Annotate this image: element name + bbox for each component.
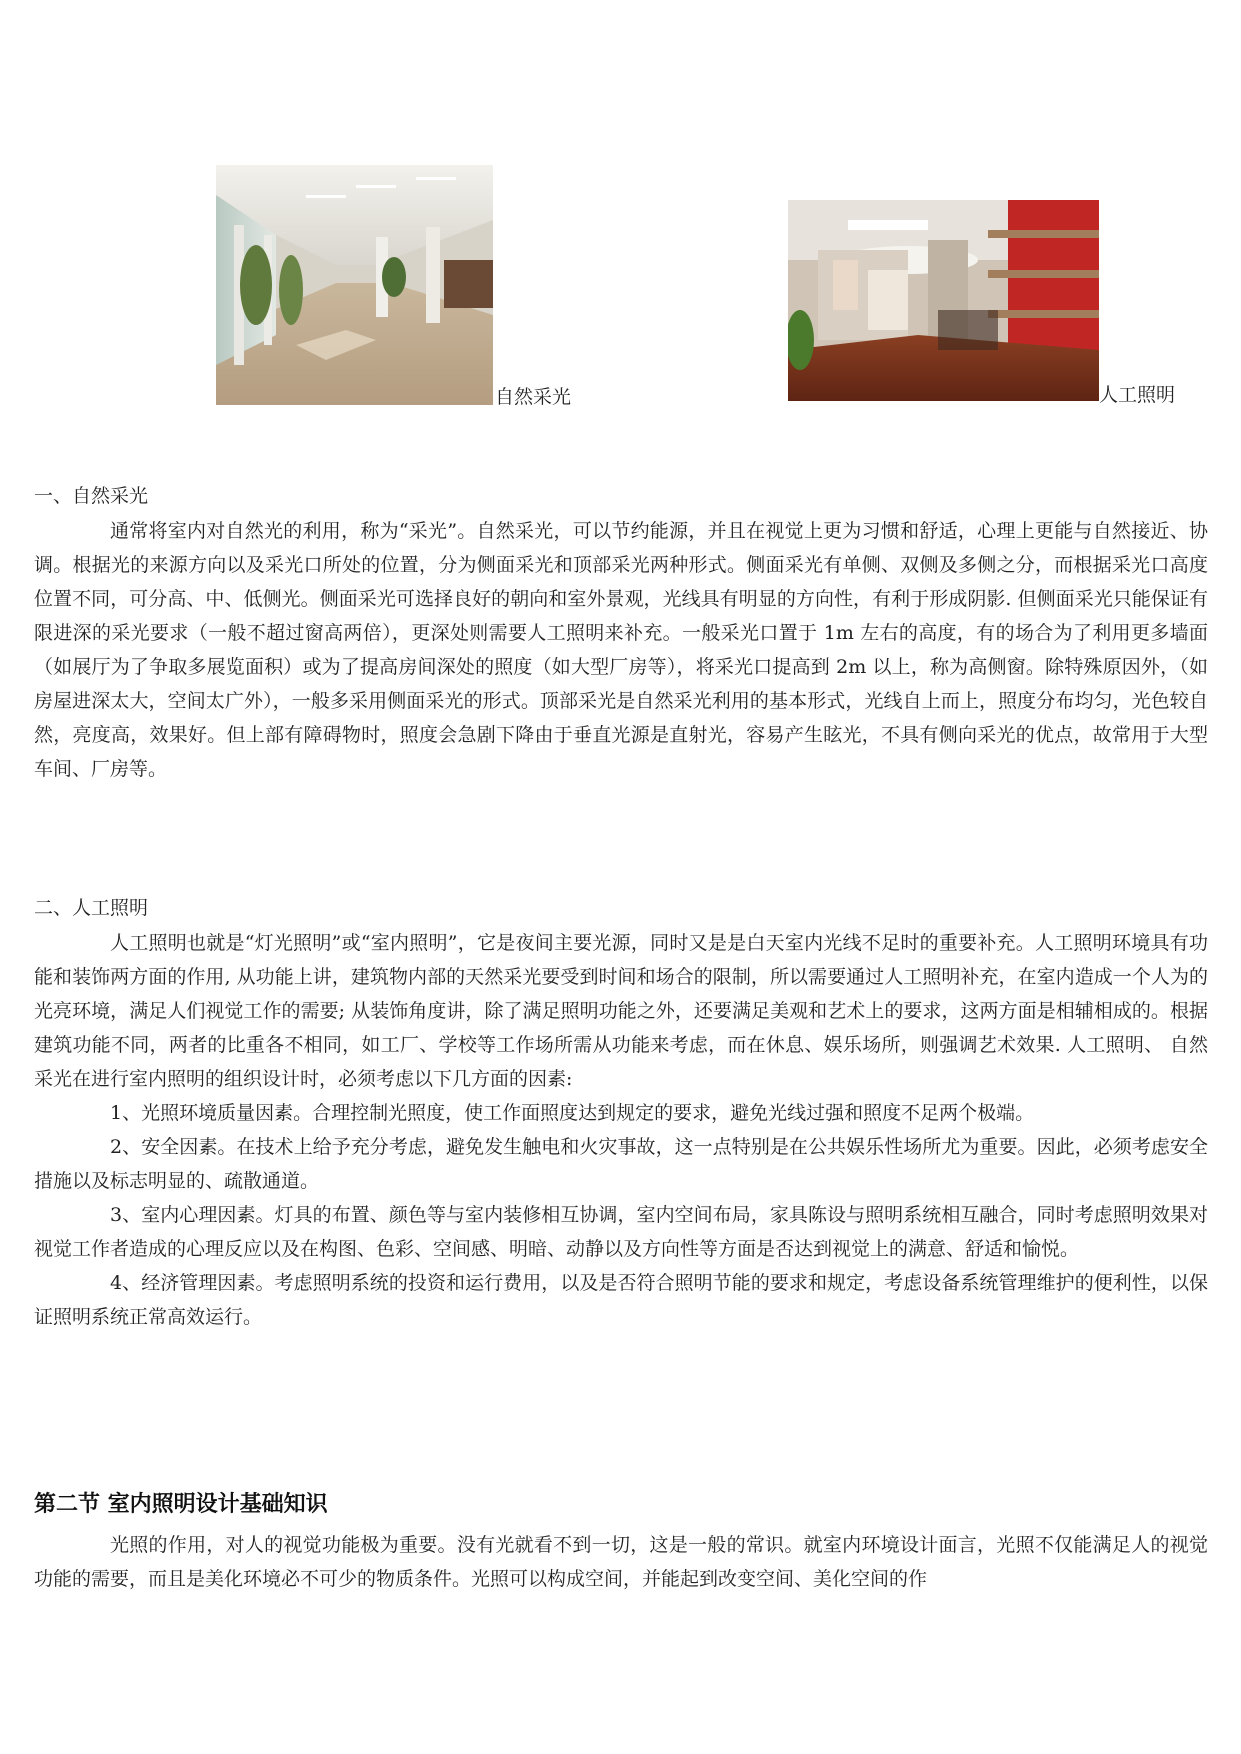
section-body-natural-lighting xyxy=(34,514,1208,786)
paragraph: 3、室内心理因素。灯具的布置、颜色等与室内装修相互协调，室内空间布局，家具陈设与照明系统相互融合，同时考虑照明效果对视觉工作者造成的心理反应以及在构图、色彩、空间感、明暗、动静以及方向性等方面是否达到视觉上的满意、舒适和愉悦。 xyxy=(34,1204,1208,1260)
natural-lighting-photo xyxy=(216,165,493,405)
paragraph: 人工照明也就是“灯光照明”或“室内照明”，它是夜间主要光源，同时又是是白天室内光线不足时的重要补充。人工照明环境具有功能和装饰两方面的作用, 从功能上讲，建筑物内部的天然采光要受到时间和场合的限制，所以需要通过人工照明补充，在室内造成一个人为的光亮环境，满足人们视觉工作的需要; 从装饰角度讲，除了满足照明功能之外，还要满足美观和艺术上的要求，这两方面是相辅相成的。根据建筑功能不同，两者的比重各不相同，如工厂、学校等工作场所需从功能来考虑，而在休息、娱乐场所，则强调艺术效果. 人工照明、 自然采光在进行室内照明的组织设计时，必须考虑以下几方面的因素: xyxy=(34,932,1208,1090)
figure-caption-natural: 自然采光 xyxy=(495,386,572,408)
paragraph: 2、安全因素。在技术上给予充分考虑，避免发生触电和火灾事故，这一点特别是在公共娱乐性场所尤为重要。因此，必须考虑安全措施以及标志明显的、疏散通道。 xyxy=(34,1136,1208,1192)
section-title: 第二节 室内照明设计基础知识 xyxy=(34,1492,328,1517)
paragraph: 光照的作用，对人的视觉功能极为重要。没有光就看不到一切，这是一般的常识。就室内环境设计面言，光照不仅能满足人的视觉功能的需要，而且是美化环境必不可少的物质条件。光照可以构成空间，并能起到改变空间、美化空间的作 xyxy=(34,1534,1208,1590)
section-heading-artificial-lighting: 二、人工照明 xyxy=(34,897,149,919)
paragraph: 1、光照环境质量因素。合理控制光照度，使工作面照度达到规定的要求，避免光线过强和照度不足两个极端。 xyxy=(110,1102,1035,1124)
figure-caption-artificial: 人工照明 xyxy=(1099,384,1176,406)
section-body-artificial-lighting xyxy=(34,926,1208,1334)
artificial-lighting-photo xyxy=(788,200,1099,401)
paragraph: 通常将室内对自然光的利用，称为“采光”。自然采光，可以节约能源，并且在视觉上更为习惯和舒适，心理上更能与自然接近、协调。根据光的来源方向以及采光口所处的位置，分为侧面采光和顶部采光两种形式。侧面采光有单侧、双侧及多侧之分，而根据采光口高度位置不同，可分高、中、低侧光。侧面采光可选择良好的朝向和室外景观，光线具有明显的方向性，有利于形成阴影. 但侧面采光只能保证有限进深的采光要求（一般不超过窗高两倍），更深处则需要人工照明来补充。一般采光口置于 1m 左右的高度，有的场合为了利用更多墙面（如展厅为了争取多展览面积）或为了提高房间深处的照度（如大型厂房等），将采光口提高到 2m 以上，称为高侧窗。除特殊原因外，（如房屋进深太大，空间太广外），一般多采用侧面采光的形式。顶部采光是自然采光利用的基本形式，光线自上而上，照度分布均匀，光色较自然，亮度高，效果好。但上部有障碍物时，照度会急剧下降由于垂直光源是直射光，容易产生眩光，不具有侧向采光的优点，故常用于大型车间、厂房等。 xyxy=(34,520,1208,780)
section-heading-natural-lighting: 一、自然采光 xyxy=(34,485,149,507)
section-body-basics xyxy=(34,1528,1208,1596)
paragraph: 4、经济管理因素。考虑照明系统的投资和运行费用，以及是否符合照明节能的要求和规定，考虑设备系统管理维护的便利性，以保证照明系统正常高效运行。 xyxy=(34,1272,1208,1328)
